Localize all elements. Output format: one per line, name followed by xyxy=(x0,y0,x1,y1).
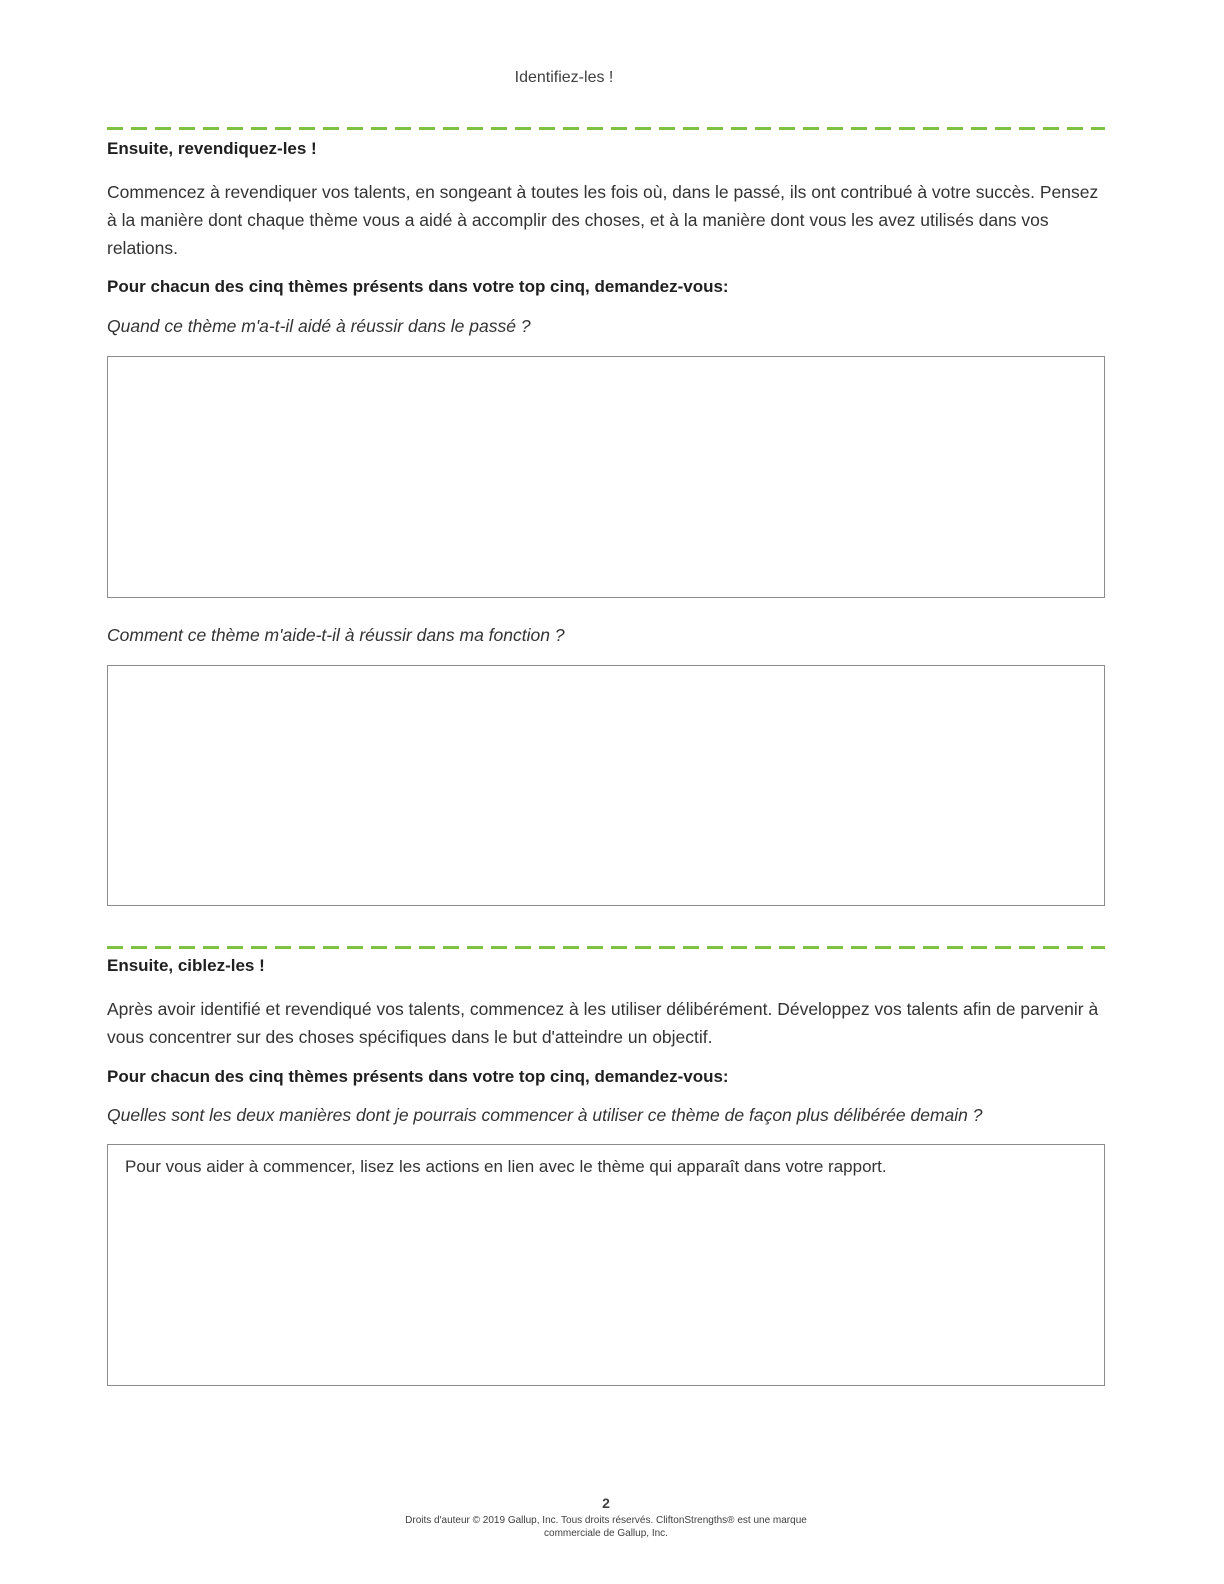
section-divider-claim xyxy=(107,127,1105,130)
page-number: 2 xyxy=(602,1495,610,1511)
aim-answer-1-field[interactable] xyxy=(107,1144,1105,1386)
claim-prompt: Pour chacun des cinq thèmes présents dans votre top cinq, demandez-vous: xyxy=(107,277,729,296)
aim-prompt: Pour chacun des cinq thèmes présents dans votre top cinq, demandez-vous: xyxy=(107,1067,729,1086)
claim-heading: Ensuite, revendiquez-les ! xyxy=(107,139,317,158)
claim-intro: Commencez à revendiquer vos talents, en songeant à toutes les fois où, dans le passé, ils ont contribué à votre succès. Pensez à la manière dont chaque thème vous a aidé à accomplir des choses, et à la manière dont vous les avez utilisés dans vos relations. xyxy=(107,182,1099,258)
section-divider-aim xyxy=(107,946,1105,949)
aim-intro: Après avoir identifié et revendiqué vos talents, commencez à les utiliser délibérément. Développez vos talents afin de parvenir à vous concentrer sur des choses spécifiques dans le but d'atteindre un objectif. xyxy=(107,999,1099,1047)
aim-heading: Ensuite, ciblez-les ! xyxy=(107,956,265,975)
claim-question-1: Quand ce thème m'a-t-il aidé à réussir dans le passé ? xyxy=(107,316,531,336)
aim-question-1: Quelles sont les deux manières dont je pourrais commencer à utiliser ce thème de façon plus délibérée demain ? xyxy=(107,1105,983,1125)
claim-answer-2-field[interactable] xyxy=(107,665,1105,906)
claim-question-2: Comment ce thème m'aide-t-il à réussir dans ma fonction ? xyxy=(107,625,565,645)
copyright-notice: Droits d'auteur © 2019 Gallup, Inc. Tous droits réservés. CliftonStrengths® est une marque commerciale de Gallup, Inc. xyxy=(405,1515,807,1539)
page-header: Identifiez-les ! xyxy=(514,69,614,86)
claim-answer-1-field[interactable] xyxy=(107,356,1105,598)
